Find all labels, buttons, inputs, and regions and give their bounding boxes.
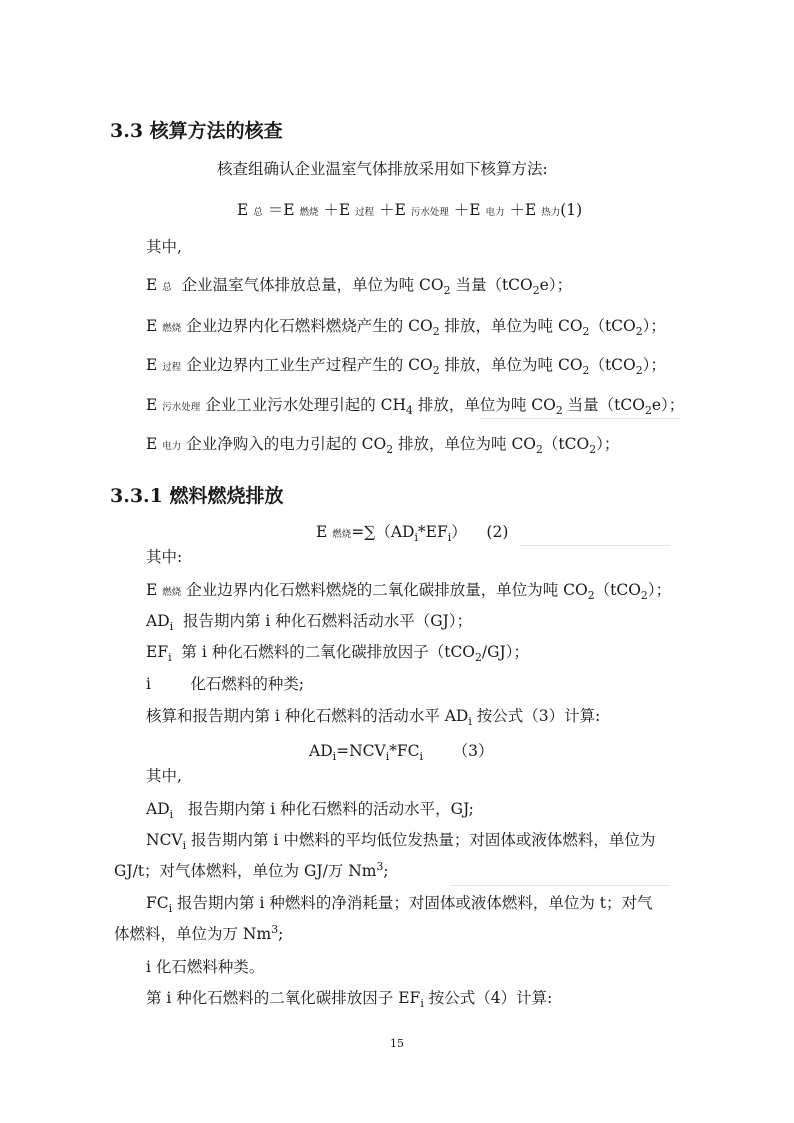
- def-i-2: i 化石燃料种类。: [146, 958, 265, 976]
- def-ncvi-cont: GJ/t；对气体燃料，单位为 GJ/万 Nm$^3$;: [114, 859, 389, 880]
- subsection-heading: 3.3.1 燃料燃烧排放: [110, 485, 284, 507]
- intro-text: 核查组确认企业温室气体排放采用如下核算方法:: [217, 160, 548, 178]
- qizhong-3: 其中,: [146, 767, 182, 785]
- qizhong-2: 其中:: [146, 548, 183, 566]
- def-fci-cont: 体燃料，单位为万 Nm$^3$;: [114, 922, 284, 943]
- def-e-combustion: E 燃烧 企业边界内化石燃料燃烧产生的 $CO_2$ 排放，单位为吨 $CO_2(tCO_2)$；: [146, 317, 666, 339]
- def-e-wastewater: E 污水处理 企业工业污水处理引起的 $CH_4$ 排放，单位为吨 $CO_2$ 当量（tCO$_2$e）；: [146, 396, 685, 418]
- def-efi: $EF_i$ 第 i 种化石燃料的二氧化碳排放因子（tCO$_2$/GJ）；: [146, 643, 529, 665]
- scan-artifact: [480, 418, 680, 419]
- formula-3-intro: 核算和报告期内第 i 种化石燃料的活动水平 $AD_i$ 按公式（3）计算:: [146, 707, 601, 729]
- equation-3: $AD_i=NCV_i*FC_i$ （3）: [309, 742, 494, 764]
- def-adi: $AD_i$ 报告期内第 i 种化石燃料活动水平（GJ）；: [146, 612, 473, 634]
- section-heading: 3.3 核算方法的核查: [110, 120, 283, 142]
- def-e-electricity: E 电力 企业净购入的电力引起的 $CO_2$ 排放，单位为吨 $CO_2(tCO_2)$；: [146, 435, 620, 457]
- page-number: 15: [390, 1037, 404, 1050]
- def-e-process: E 过程 企业边界内工业生产过程产生的 $CO_2$ 排放，单位为吨 $CO_2(tCO_2)$；: [146, 356, 666, 378]
- scan-artifact: [450, 885, 670, 886]
- scan-artifact: [520, 545, 670, 546]
- equation-number: (1): [560, 201, 583, 219]
- def-fci: $FC_i$ 报告期内第 i 种燃料的净消耗量；对固体或液体燃料，单位为 t；对气: [146, 894, 653, 916]
- def-ncvi: $NCV_i$ 报告期内第 i 中燃料的平均低位发热量；对固体或液体燃料，单位为: [146, 831, 656, 853]
- def-e-total: E 总 企业温室气体排放总量，单位为吨 $CO_2$ 当量（tCO$_2$e）；: [146, 276, 573, 298]
- def-i: i 化石燃料的种类;: [146, 675, 305, 693]
- qizhong-1: 其中,: [146, 238, 182, 256]
- formula-4-intro: 第 i 种化石燃料的二氧化碳排放因子 $EF_i$ 按公式（4）计算:: [146, 989, 553, 1011]
- def-adi-2: $AD_i$ 报告期内第 i 种化石燃料的活动水平，GJ;: [146, 800, 474, 822]
- equation-1: E 总 ＝E 燃烧 ＋E 过程 ＋E 污水处理 ＋E 电力 ＋E 热力(1): [237, 201, 583, 219]
- equation-2: E 燃烧$=\sum(AD_i*EF_i)$ (2): [316, 523, 509, 545]
- def-e-combustion-2: E 燃烧 企业边界内化石燃料燃烧的二氧化碳排放量，单位为吨 $CO_2(tCO_2)$；: [146, 581, 672, 603]
